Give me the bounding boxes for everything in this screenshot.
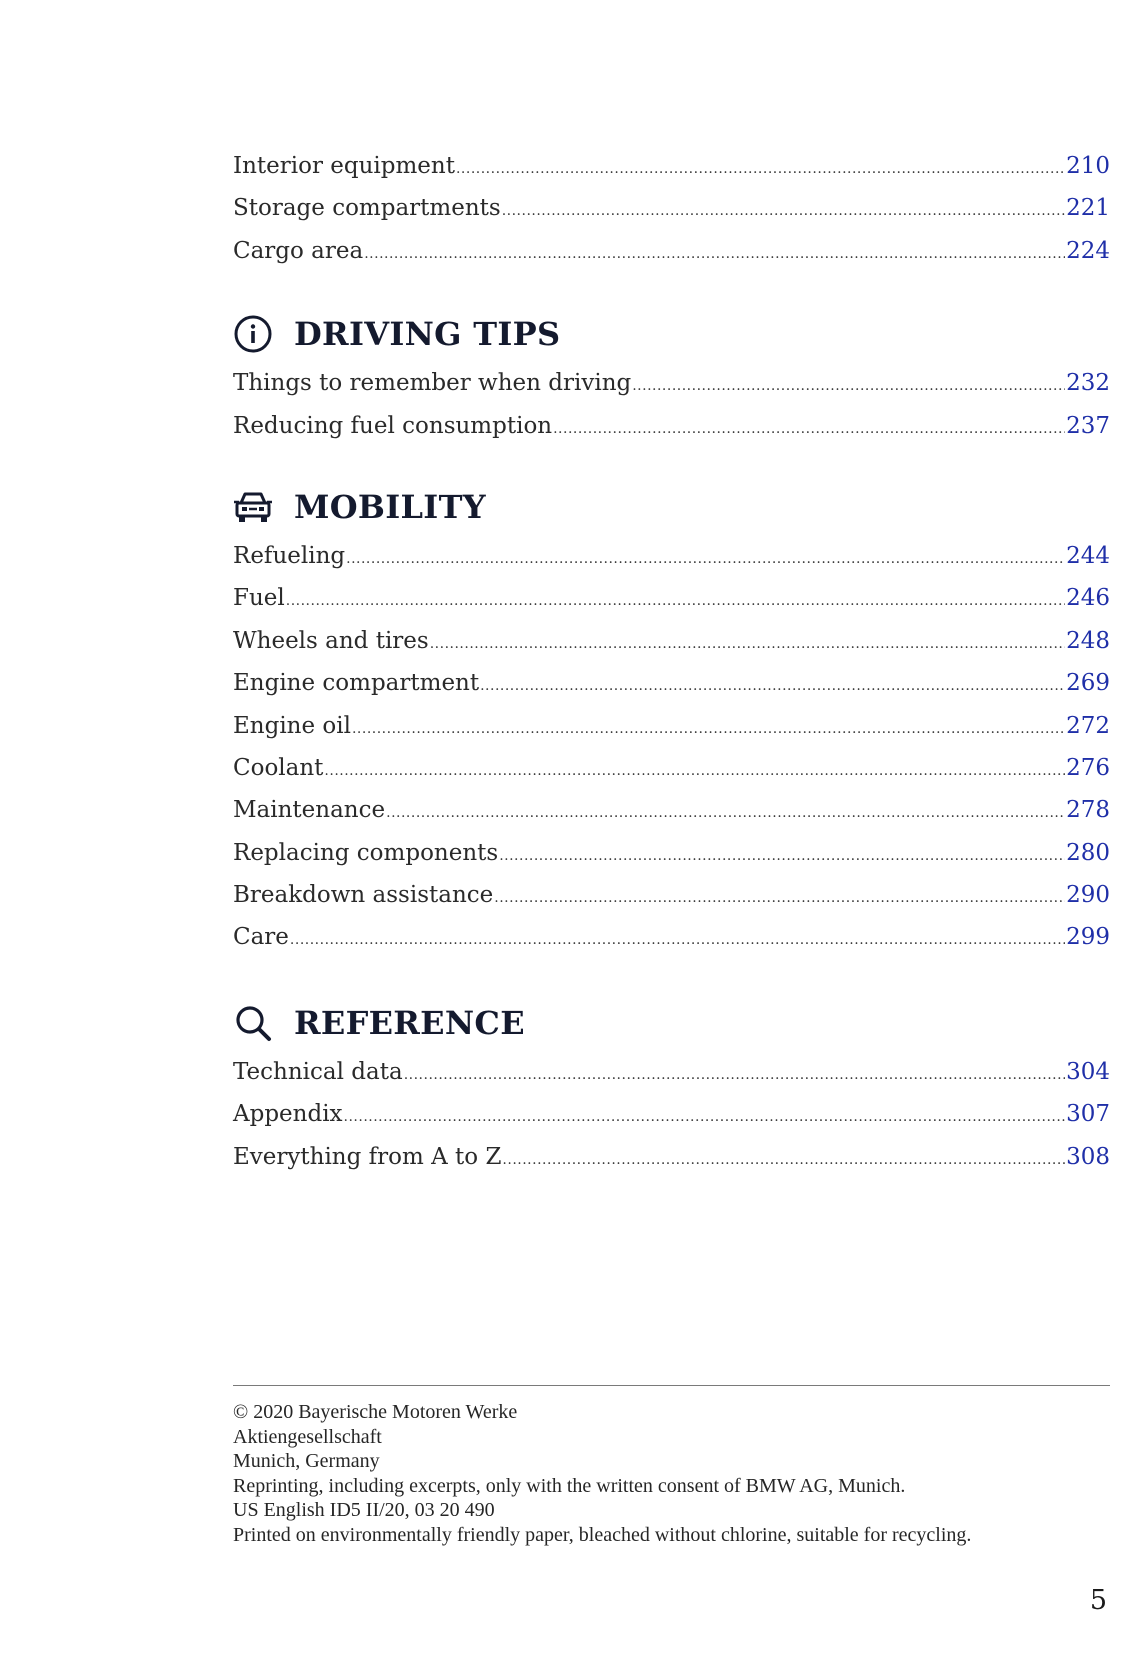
toc-entry[interactable] bbox=[233, 620, 1110, 662]
toc-entry-page-link[interactable]: 278 bbox=[1066, 797, 1110, 824]
toc-entry[interactable] bbox=[233, 577, 1110, 619]
dot-leader bbox=[324, 750, 1065, 792]
toc-section-driving-tips bbox=[233, 306, 1110, 447]
toc-entry-page-link[interactable]: 280 bbox=[1066, 839, 1110, 866]
toc-entry-page-link[interactable]: 299 bbox=[1066, 924, 1110, 951]
toc-entry-title: Things to remember when driving bbox=[233, 370, 632, 397]
toc-entry[interactable] bbox=[233, 705, 1110, 747]
toc-entry-title: Maintenance bbox=[233, 797, 386, 824]
toc-entry-title: Coolant bbox=[233, 754, 324, 781]
dot-leader bbox=[502, 190, 1065, 232]
dot-leader bbox=[430, 623, 1065, 665]
toc-entry[interactable] bbox=[233, 916, 1110, 958]
toc-entry-title: Storage compartments bbox=[233, 195, 501, 222]
toc-entry-page-link[interactable]: 307 bbox=[1066, 1101, 1110, 1128]
info-circle-icon bbox=[233, 314, 273, 354]
toc-section-mobility bbox=[233, 479, 1110, 959]
toc-entry-page-link[interactable]: 272 bbox=[1066, 712, 1110, 739]
toc-entry-page-link[interactable]: 269 bbox=[1066, 670, 1110, 697]
dot-leader bbox=[480, 665, 1065, 707]
dot-leader bbox=[553, 408, 1065, 450]
toc-group-interior bbox=[233, 145, 1110, 272]
toc-entry[interactable] bbox=[233, 874, 1110, 916]
dot-leader bbox=[456, 148, 1065, 190]
toc-entry-page-link[interactable]: 224 bbox=[1066, 237, 1110, 264]
toc-entry[interactable] bbox=[233, 145, 1110, 187]
toc-entry-title: Care bbox=[233, 924, 289, 951]
toc-entry-page-link[interactable]: 244 bbox=[1066, 542, 1110, 569]
page-number: 5 bbox=[1089, 1585, 1107, 1616]
section-header bbox=[233, 995, 1110, 1051]
toc-entry-title: Breakdown assistance bbox=[233, 882, 494, 909]
toc-entry-page-link[interactable]: 232 bbox=[1066, 370, 1110, 397]
toc-entry-title: Replacing components bbox=[233, 839, 499, 866]
toc-entry-page-link[interactable]: 221 bbox=[1066, 195, 1110, 222]
toc-entry[interactable] bbox=[233, 187, 1110, 229]
toc-entry-page-link[interactable]: 304 bbox=[1066, 1058, 1110, 1085]
toc-entry[interactable] bbox=[233, 405, 1110, 447]
toc-entry-title: Engine compartment bbox=[233, 670, 480, 697]
toc-entry-page-link[interactable]: 210 bbox=[1066, 153, 1110, 179]
dot-leader bbox=[632, 365, 1065, 407]
toc-entry-page-link[interactable]: 237 bbox=[1066, 412, 1110, 439]
toc-entry-title: Reducing fuel consumption bbox=[233, 412, 553, 439]
dot-leader bbox=[344, 1096, 1066, 1138]
dot-leader bbox=[352, 708, 1065, 750]
toc-entry[interactable] bbox=[233, 662, 1110, 704]
dot-leader bbox=[494, 877, 1065, 919]
toc-entry[interactable] bbox=[233, 535, 1110, 577]
dot-leader bbox=[499, 835, 1065, 877]
toc-entry-page-link[interactable]: 290 bbox=[1066, 882, 1110, 909]
table-of-contents bbox=[233, 145, 1110, 1178]
imprint-line: Munich, Germany bbox=[233, 1450, 380, 1472]
toc-entry[interactable] bbox=[233, 230, 1110, 272]
section-heading: DRIVING TIPS bbox=[294, 315, 561, 354]
toc-entry-title: Cargo area bbox=[233, 237, 364, 264]
toc-entry-page-link[interactable]: 248 bbox=[1066, 627, 1110, 654]
toc-entry-title: Technical data bbox=[233, 1058, 403, 1085]
imprint-line: © 2020 Bayerische Motoren Werke bbox=[233, 1401, 518, 1423]
toc-entry-title: Appendix bbox=[233, 1101, 343, 1128]
imprint-line: US English ID5 II/20, 03 20 490 bbox=[233, 1499, 495, 1521]
toc-entry-title: Engine oil bbox=[233, 712, 351, 739]
toc-entry[interactable] bbox=[233, 789, 1110, 831]
toc-entry-title: Wheels and tires bbox=[233, 627, 429, 654]
section-header bbox=[233, 479, 1110, 535]
toc-entry[interactable] bbox=[233, 747, 1110, 789]
imprint-footer bbox=[233, 1385, 1110, 1547]
imprint-line: Printed on environmentally friendly paper, bleached without chlorine, suitable for recycling. bbox=[233, 1523, 972, 1546]
toc-entry-page-link[interactable]: 246 bbox=[1066, 585, 1110, 612]
section-heading: MOBILITY bbox=[294, 487, 486, 526]
toc-entry-title: Refueling bbox=[233, 542, 346, 569]
imprint-line: Reprinting, including excerpts, only with the written consent of BMW AG, Munich. bbox=[233, 1474, 906, 1497]
toc-entry[interactable] bbox=[233, 362, 1110, 404]
toc-entry[interactable] bbox=[233, 1136, 1110, 1178]
dot-leader bbox=[290, 919, 1065, 961]
toc-entry-page-link[interactable]: 276 bbox=[1066, 754, 1110, 781]
toc-entry-title: Everything from A to Z bbox=[233, 1143, 502, 1170]
dot-leader bbox=[386, 792, 1065, 834]
toc-section-reference bbox=[233, 995, 1110, 1178]
section-header bbox=[233, 306, 1110, 362]
dot-leader bbox=[404, 1054, 1065, 1096]
toc-entry-title: Interior equipment bbox=[233, 153, 455, 179]
toc-entry[interactable] bbox=[233, 1051, 1110, 1093]
toc-entry[interactable] bbox=[233, 1093, 1110, 1135]
dot-leader bbox=[286, 580, 1065, 622]
section-heading: REFERENCE bbox=[294, 1003, 525, 1042]
dot-leader bbox=[502, 1139, 1065, 1181]
magnifier-icon bbox=[233, 1003, 273, 1043]
car-front-icon bbox=[233, 487, 273, 527]
toc-entry[interactable] bbox=[233, 832, 1110, 874]
toc-entry-title: Fuel bbox=[233, 585, 285, 612]
dot-leader bbox=[346, 538, 1065, 580]
imprint-line: Aktiengesellschaft bbox=[233, 1425, 382, 1448]
toc-entry-page-link[interactable]: 308 bbox=[1066, 1143, 1110, 1170]
dot-leader bbox=[364, 233, 1065, 275]
